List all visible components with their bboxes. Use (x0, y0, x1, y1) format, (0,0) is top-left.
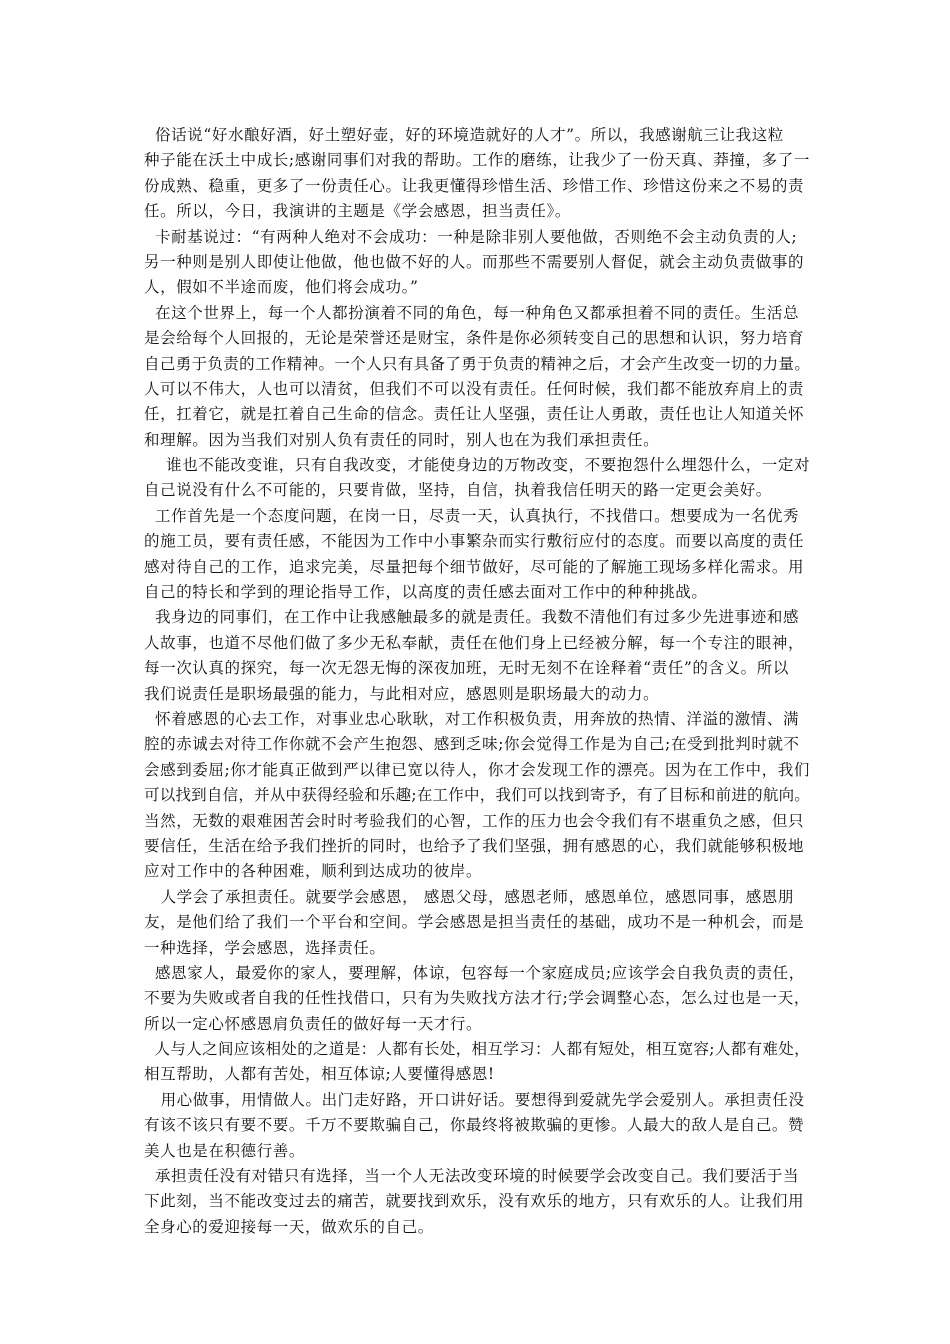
text-line: 人学会了承担责任。就要学会感恩， 感恩父母，感恩老师，感恩单位，感恩同事，感恩朋 (144, 887, 795, 906)
text-line: 和理解。因为当我们对别人负有责任的同时，别人也在为我们承担责任。 (144, 430, 660, 449)
text-line: 我身边的同事们，在工作中让我感触最多的就是责任。我数不清他们有过多少先进事迹和感 (144, 608, 800, 627)
text-line: 任，扛着它，就是扛着自己生命的信念。责任让人坚强，责任让人勇敢，责任也让人知道关怀 (144, 405, 805, 424)
text-line: 自己勇于负责的工作精神。一个人只有具备了勇于负责的精神之后，才会产生改变一切的力量。 (144, 354, 811, 373)
text-line: 人可以不伟大，人也可以清贫，但我们不可以没有责任。任何时候，我们都不能放弃肩上的责 (144, 379, 805, 398)
document-body (144, 123, 810, 1240)
text-line: 应对工作中的各种困难，顺利到达成功的彼岸。 (144, 862, 483, 881)
text-line: 人，假如不半途而废，他们将会成功。” (144, 278, 419, 297)
text-line: 不要为失败或者自我的任性找借口，只有为失败找方法才行;学会调整心态，怎么过也是一天， (144, 989, 810, 1008)
text-line: 感恩家人，最爱你的家人，要理解，体谅，包容每一个家庭成员;应该学会自我负责的责任， (144, 963, 805, 982)
text-line: 在这个世界上，每一个人都扮演着不同的角色，每一种角色又都承担着不同的责任。生活总 (144, 303, 800, 322)
text-line: 感对待自己的工作，追求完美，尽量把每个细节做好，尽可能的了解施工现场多样化需求。用 (144, 557, 805, 576)
text-line: 谁也不能改变谁，只有自我改变，才能使身边的万物改变，不要抱怨什么埋怨什么，一定对 (144, 456, 811, 475)
text-line: 一种选择，学会感恩，选择责任。 (144, 938, 386, 957)
text-line: 是会给每个人回报的，无论是荣誉还是财宝，条件是你必须转变自己的思想和认识，努力培育 (144, 329, 805, 348)
text-line: 相互帮助，人都有苦处，相互体谅;人要懂得感恩! (144, 1065, 495, 1084)
text-line: 卡耐基说过：“有两种人绝对不会成功：一种是除非别人要他做，否则绝不会主动负责的人; (144, 227, 798, 246)
text-line: 要信任，生活在给予我们挫折的同时，也给予了我们坚强，拥有感恩的心，我们就能够积极地 (144, 836, 805, 855)
text-line: 有该不该只有要不要。千万不要欺骗自己，你最终将被欺骗的更惨。人最大的敌人是自己。赞 (144, 1116, 805, 1135)
text-line: 自己说没有什么不可能的，只要肯做，坚持，自信，执着我信任明天的路一定更会美好。 (144, 481, 772, 500)
text-line: 的施工员，要有责任感，不能因为工作中小事繁杂而实行敷衍应付的态度。而要以高度的责任 (144, 532, 805, 551)
text-line: 全身心的爱迎接每一天，做欢乐的自己。 (144, 1217, 434, 1236)
text-line: 友，是他们给了我们一个平台和空间。学会感恩是担当责任的基础，成功不是一种机会，而是 (144, 913, 805, 932)
text-line: 可以找到自信，并从中获得经验和乐趣;在工作中，我们可以找到寄予，有了目标和前进的航向。 (144, 786, 811, 805)
text-line: 任。所以，今日，我演讲的主题是《学会感恩，担当责任》。 (144, 202, 571, 221)
text-line: 俗话说“好水酿好酒，好土塑好壶，好的环境造就好的人才”。所以，我感谢航三让我这粒 (144, 126, 784, 144)
text-line: 人与人之间应该相处的之道是：人都有长处，相互学习：人都有短处，相互宽容;人都有难处， (144, 1040, 810, 1059)
text-line: 美人也是在积德行善。 (144, 1141, 306, 1160)
text-line: 会感到委屈;你才能真正做到严以律已宽以待人，你才会发现工作的漂亮。因为在工作中，我们 (144, 760, 810, 779)
text-line: 用心做事，用情做人。出门走好路，开口讲好话。要想得到爱就先学会爱别人。承担责任没 (144, 1090, 805, 1109)
text-line: 怀着感恩的心去工作，对事业忠心耿耿，对工作积极负责，用奔放的热情、洋溢的激情、满 (144, 709, 800, 728)
text-line: 份成熟、稳重，更多了一份责任心。让我更懂得珍惜生活、珍惜工作、珍惜这份来之不易的责 (144, 176, 805, 195)
text-line: 腔的赤诚去对待工作你就不会产生抱怨、感到乏味;你会觉得工作是为自己;在受到批判时就不 (144, 735, 800, 754)
text-line: 种子能在沃土中成长;感谢同事们对我的帮助。工作的磨练，让我少了一份天真、莽撞，多了一 (144, 151, 810, 170)
text-line: 工作首先是一个态度问题，在岗一日，尽责一天，认真执行，不找借口。想要成为一名优秀 (144, 506, 800, 525)
text-line: 每一次认真的探究，每一次无怨无悔的深夜加班，无时无刻不在诠释着“责任”的含义。所以 (144, 659, 789, 678)
text-line: 所以一定心怀感恩肩负责任的做好每一天才行。 (144, 1014, 483, 1033)
text-line: 另一种则是别人即使让他做，他也做不好的人。而那些不需要别人督促，就会主动负责做事的 (144, 252, 805, 271)
text-line: 承担责任没有对错只有选择，当一个人无法改变环境的时候要学会改变自己。我们要活于当 (144, 1167, 800, 1186)
text-line: 自己的特长和学到的理论指导工作，以高度的责任感去面对工作中的种种挑战。 (144, 583, 708, 602)
text-line: 当然，无数的艰难困苦会时时考验我们的心智，工作的压力也会令我们有不堪重负之感，但只 (144, 811, 805, 830)
text-line: 人故事，也道不尽他们做了多少无私奉献，责任在他们身上已经被分解，每一个专注的眼神， (144, 633, 805, 652)
text-line: 下此刻，当不能改变过去的痛苦，就要找到欢乐，没有欢乐的地方，只有欢乐的人。让我们用 (144, 1192, 805, 1211)
text-line: 我们说责任是职场最强的能力，与此相对应，感恩则是职场最大的动力。 (144, 684, 660, 703)
